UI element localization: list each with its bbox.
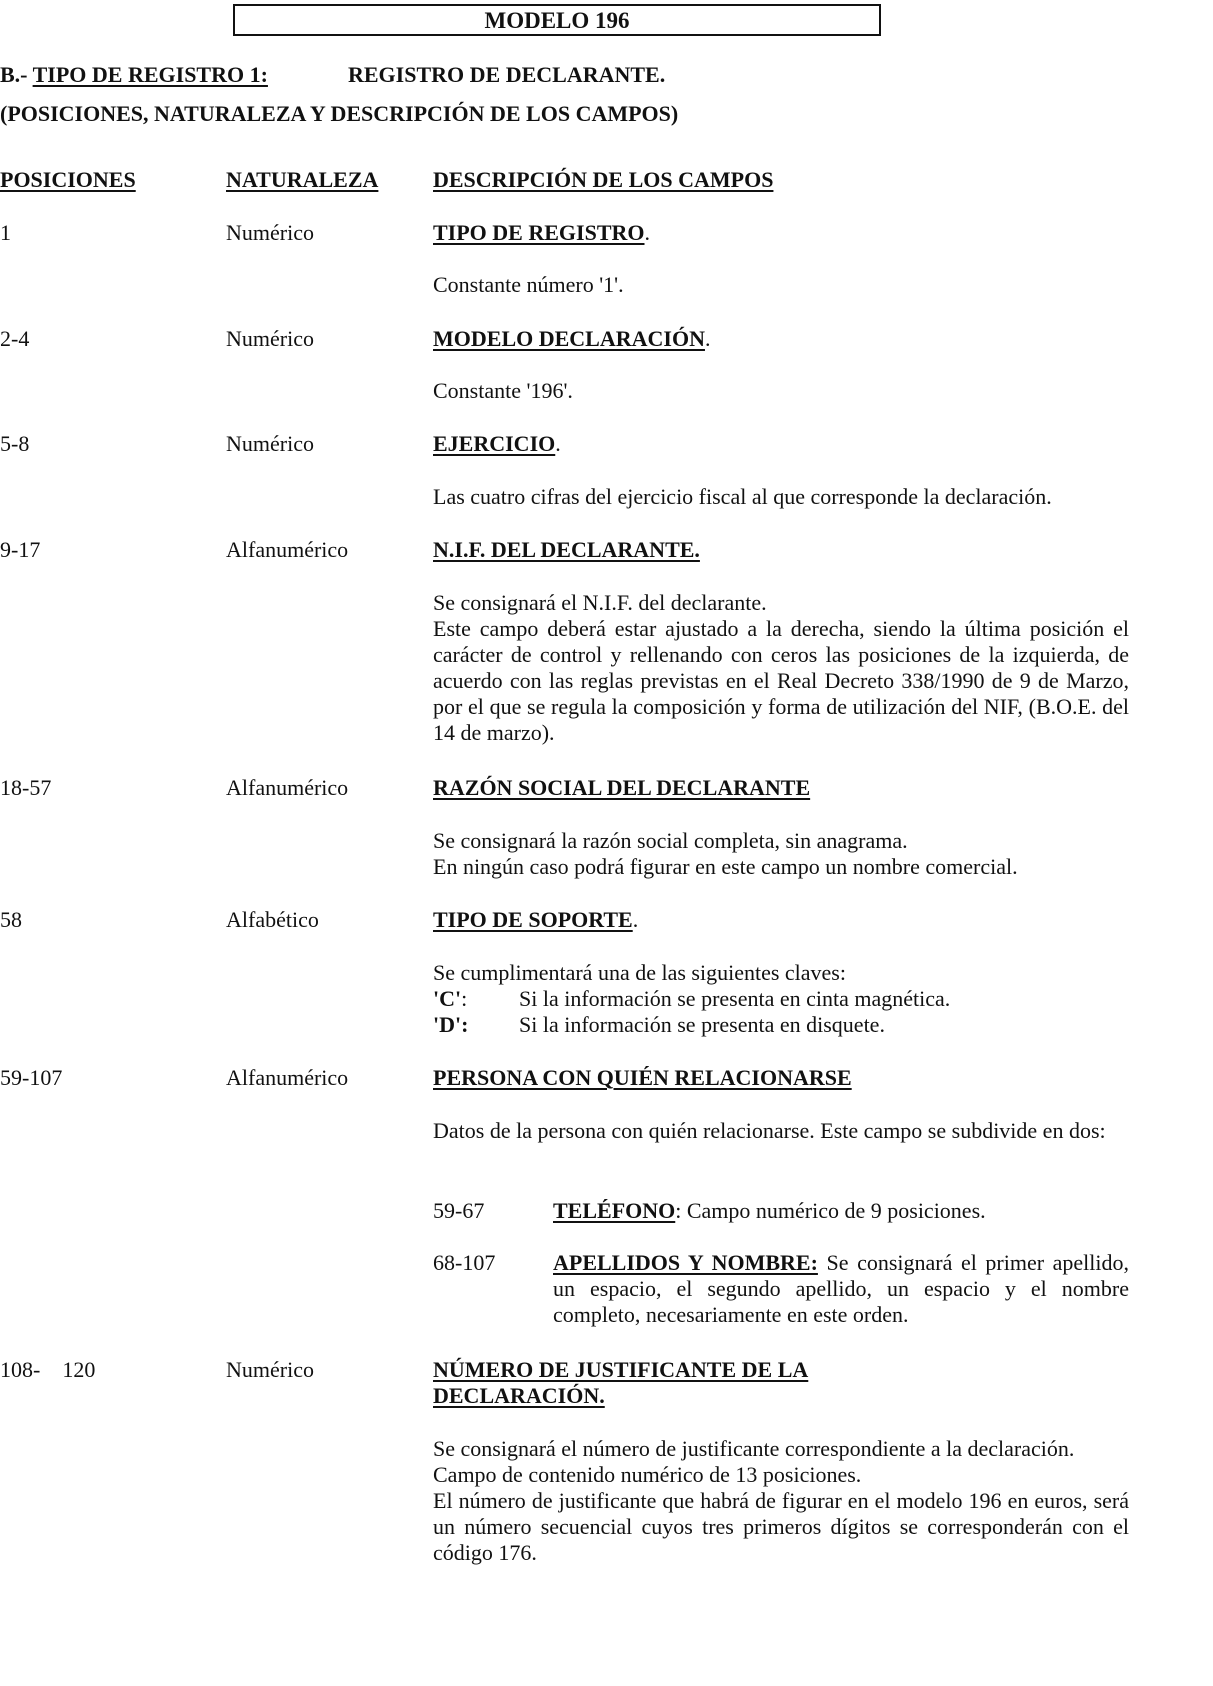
field-nature: Numérico (226, 1357, 314, 1382)
field-position: 5-8 (0, 431, 30, 456)
field-name: TIPO DE SOPORTE (433, 907, 633, 932)
field-name: RAZÓN SOCIAL DEL DECLARANTE (433, 775, 811, 800)
field-nature: Numérico (226, 220, 314, 245)
field-description-block (433, 1436, 1129, 1566)
field-description: El número de justificante que habrá de figurar en el modelo 196 en euros, será un número secuencial cuyos tres primeros dígitos se corresponderán con el código 176. (433, 1488, 1129, 1565)
field-name: DECLARACIÓN. (433, 1383, 605, 1408)
section-prefix: B.- (0, 62, 28, 87)
header-description: DESCRIPCIÓN DE LOS CAMPOS (433, 167, 774, 192)
field-description: Constante número '1'. (433, 272, 624, 297)
subfield-position: 68-107 (433, 1250, 496, 1275)
field-description: Constante '196'. (433, 378, 573, 403)
subfield-position: 59-67 (433, 1198, 485, 1223)
field-description: Se consignará el N.I.F. del declarante. (433, 590, 767, 615)
field-name: NÚMERO DE JUSTIFICANTE DE LA (433, 1357, 809, 1382)
field-position: 59-107 (0, 1065, 63, 1090)
field-description: Se consignará el número de justificante correspondiente a la declaración. (433, 1436, 1075, 1461)
field-position: 18-57 (0, 775, 52, 800)
field-position: 108- 120 (0, 1357, 96, 1382)
record-type: TIPO DE REGISTRO 1: (32, 62, 268, 87)
key-row (433, 1012, 468, 1038)
subfield-name: TELÉFONO (553, 1198, 676, 1223)
field-position: 58 (0, 907, 22, 932)
field-nature: Alfabético (226, 907, 319, 932)
field-name-row (433, 220, 650, 246)
subfield-row (553, 1250, 1129, 1328)
document-title: MODELO 196 (484, 8, 630, 33)
field-name-suffix: . (704, 326, 711, 351)
section-heading (0, 62, 268, 88)
field-description: Las cuatro cifras del ejercicio fiscal al que corresponde la declaración. (433, 484, 1052, 509)
key-description: Si la información se presenta en cinta magnética. (519, 986, 951, 1011)
key-code: 'C' (433, 986, 462, 1011)
field-description: En ningún caso podrá figurar en este campo un nombre comercial. (433, 854, 1018, 879)
subfield-name: APELLIDOS Y NOMBRE: (553, 1250, 818, 1275)
field-nature: Numérico (226, 431, 314, 456)
field-description: Este campo deberá estar ajustado a la derecha, siendo la última posición el carácter de control y rellenando con ceros las posiciones de la izquierda, de acuerdo con las reglas previstas en el Real Decreto 338/1990 de 9 de Marzo, por el que se regula la composición y forma de utilización del NIF, (B.O.E. del 14 de marzo). (433, 616, 1129, 745)
header-nature: NATURALEZA (226, 167, 379, 192)
field-name-suffix: . (644, 220, 650, 245)
field-description-block (433, 590, 1129, 746)
field-name-row (433, 1065, 852, 1091)
subfield-text: : Campo numérico de 9 posiciones. (675, 1198, 986, 1223)
subfield-row (553, 1198, 986, 1224)
field-name: TIPO DE REGISTRO (433, 220, 645, 245)
key-separator: : (461, 986, 468, 1011)
field-name: MODELO DECLARACIÓN (433, 326, 705, 351)
header-positions: POSICIONES (0, 167, 136, 192)
key-description: Si la información se presenta en disquete. (519, 1012, 885, 1037)
field-name: N.I.F. DEL DECLARANTE. (433, 537, 700, 562)
field-description: Datos de la persona con quién relacionarse. Este campo se subdivide en dos: (433, 1118, 1106, 1143)
document-title-box (233, 4, 881, 36)
record-name: REGISTRO DE DECLARANTE. (348, 62, 666, 87)
field-name-row (433, 537, 700, 563)
field-name-suffix: . (555, 431, 561, 456)
field-name-row (433, 431, 561, 457)
field-nature: Alfanumérico (226, 1065, 349, 1090)
field-position: 2-4 (0, 326, 30, 351)
field-description: Se consignará la razón social completa, sin anagrama. (433, 828, 908, 853)
key-code: 'D': (433, 1012, 469, 1037)
field-name-suffix: . (632, 907, 639, 932)
field-name-row (433, 907, 638, 933)
subfield-text: Se consignará el primer apellido, un espacio, el segundo apellido, un espacio y el nombre completo, necesariamente en este orden. (553, 1250, 1129, 1327)
field-name-row (433, 326, 710, 352)
field-description-block (433, 1118, 1129, 1144)
field-nature: Numérico (226, 326, 314, 351)
field-position: 9-17 (0, 537, 41, 562)
field-position: 1 (0, 220, 11, 245)
field-description: Se cumplimentará una de las siguientes claves: (433, 960, 846, 985)
field-name: PERSONA CON QUIÉN RELACIONARSE (433, 1065, 852, 1090)
field-nature: Alfanumérico (226, 537, 349, 562)
field-name: EJERCICIO (433, 431, 556, 456)
key-row (433, 986, 467, 1012)
section-subtitle: (POSICIONES, NATURALEZA Y DESCRIPCIÓN DE LOS CAMPOS) (0, 101, 679, 126)
field-name-row (433, 775, 810, 801)
field-description: Campo de contenido numérico de 13 posiciones. (433, 1462, 862, 1487)
field-nature: Alfanumérico (226, 775, 349, 800)
